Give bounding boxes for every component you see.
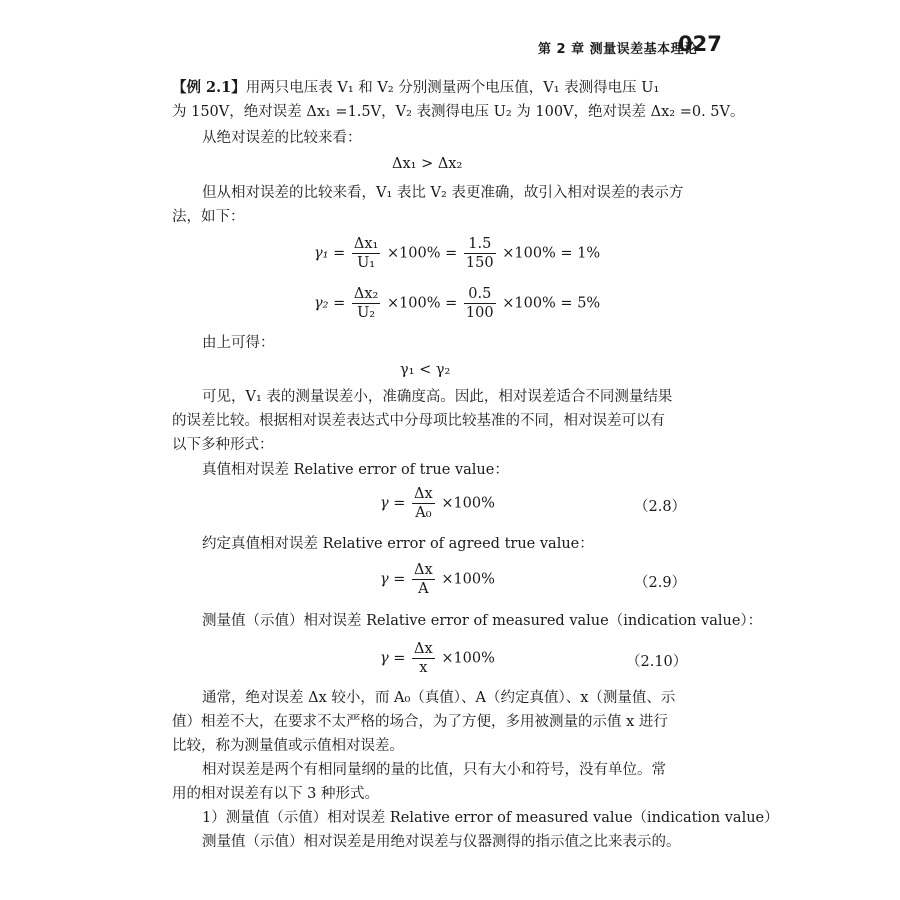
gamma2-fraction-2: [464, 285, 496, 322]
paragraph-usual-line2: 值）相差不大，在要求不太严格的场合，为了方便，多用被测量的示值 x 进行: [172, 714, 668, 730]
example-text-1: 用两只电压表 V₁ 和 V₂ 分别测量两个电压值，V₁ 表测得电压 U₁: [245, 80, 660, 96]
fraction-denominator: A: [418, 581, 429, 597]
equation-2-9: [380, 561, 495, 598]
fraction-denominator: A₀: [415, 505, 432, 521]
equation-gamma1: [314, 235, 600, 272]
fraction-denominator: U₁: [357, 255, 376, 271]
gamma2-rhs: ×100% = 5%: [502, 295, 601, 312]
chapter-title: 第 2 章 测量误差基本理论: [538, 42, 698, 57]
fraction-numerator: Δx₂: [353, 286, 379, 302]
equation-gamma2: [314, 285, 600, 322]
eq210-rhs: ×100%: [441, 650, 495, 667]
running-header: [520, 34, 730, 64]
paragraph-final: 测量值（示值）相对误差是用绝对误差与仪器测得的指示值之比来表示的。: [202, 834, 681, 850]
paragraph-agreed-value: 约定真值相对误差 Relative error of agreed true value：: [202, 536, 594, 552]
example-label: 【例 2.1】: [172, 79, 246, 96]
paragraph-result: 由上可得：: [202, 335, 275, 351]
paragraph-dimension-line1: 相对误差是两个有相同量纲的量的比值，只有大小和符号，没有单位。常: [202, 762, 666, 778]
eq210-lhs: γ =: [380, 650, 406, 667]
list-item-1-heading: 1）测量值（示值）相对误差 Relative error of measured value（indication value）: [202, 810, 779, 826]
fraction-numerator: 1.5: [464, 235, 496, 254]
eq28-rhs: ×100%: [441, 495, 495, 512]
paragraph-dimension-line2: 用的相对误差有以下 3 种形式。: [172, 786, 379, 802]
eq28-lhs: γ =: [380, 495, 406, 512]
fraction-numerator: 0.5: [464, 285, 496, 304]
equation-number-2-9: （2.9）: [634, 575, 687, 591]
fraction-denominator: 100: [465, 305, 494, 321]
equation-2-10: [380, 640, 495, 677]
eq29-rhs: ×100%: [441, 571, 495, 588]
gamma1-mid: ×100% =: [386, 245, 458, 262]
paragraph-example-line1: [172, 78, 659, 98]
gamma1-rhs: ×100% = 1%: [502, 245, 601, 262]
paragraph-abs-compare: 从绝对误差的比较来看：: [202, 130, 362, 146]
gamma1-fraction-1: [352, 235, 380, 272]
gamma1-lhs: γ₁ =: [314, 245, 346, 262]
paragraph-true-value: 真值相对误差 Relative error of true value：: [202, 462, 509, 478]
equation-rel-compare: γ₁ < γ₂: [400, 362, 451, 378]
fraction-denominator: x: [419, 660, 428, 676]
gamma2-fraction-1: [352, 285, 380, 322]
equation-number-2-10: （2.10）: [626, 654, 688, 670]
eq28-fraction: [412, 485, 435, 522]
fraction-numerator: Δx: [414, 562, 433, 578]
gamma2-lhs: γ₂ =: [314, 295, 346, 312]
paragraph-usual-line1: 通常，绝对误差 Δx 较小，而 A₀（真值）、A（约定真值）、x（测量值、示: [202, 690, 676, 706]
paragraph-example-line2: 为 150V，绝对误差 Δx₁ =1.5V，V₂ 表测得电压 U₂ 为 100V，绝对误差 Δx₂ =0. 5V。: [172, 104, 745, 120]
fraction-numerator: Δx: [414, 641, 433, 657]
paragraph-conclusion-line2: 的误差比较。根据相对误差表达式中分母项比较基准的不同，相对误差可以有: [172, 413, 665, 429]
gamma1-fraction-2: [464, 235, 496, 272]
fraction-numerator: Δx₁: [353, 236, 379, 252]
paragraph-measured-value: 测量值（示值）相对误差 Relative error of measured value（indication value）：: [202, 613, 763, 629]
paragraph-rel-intro-line1: 但从相对误差的比较来看，V₁ 表比 V₂ 表更准确，故引入相对误差的表示方: [202, 185, 684, 201]
paragraph-usual-line3: 比较，称为测量值或示值相对误差。: [172, 738, 404, 754]
fraction-numerator: Δx: [414, 486, 433, 502]
fraction-denominator: 150: [465, 255, 494, 271]
gamma2-mid: ×100% =: [386, 295, 458, 312]
eq29-fraction: [412, 561, 435, 598]
page-number: 027: [678, 32, 722, 56]
paragraph-conclusion-line3: 以下多种形式：: [172, 437, 274, 453]
fraction-denominator: U₂: [357, 305, 376, 321]
equation-2-8: [380, 485, 495, 522]
equation-number-2-8: （2.8）: [634, 499, 687, 515]
paragraph-conclusion-line1: 可见，V₁ 表的测量误差小，准确度高。因此，相对误差适合不同测量结果: [202, 389, 673, 405]
paragraph-rel-intro-line2: 法，如下：: [172, 209, 245, 225]
equation-abs-compare: Δx₁ > Δx₂: [392, 156, 463, 172]
eq210-fraction: [412, 640, 435, 677]
eq29-lhs: γ =: [380, 571, 406, 588]
